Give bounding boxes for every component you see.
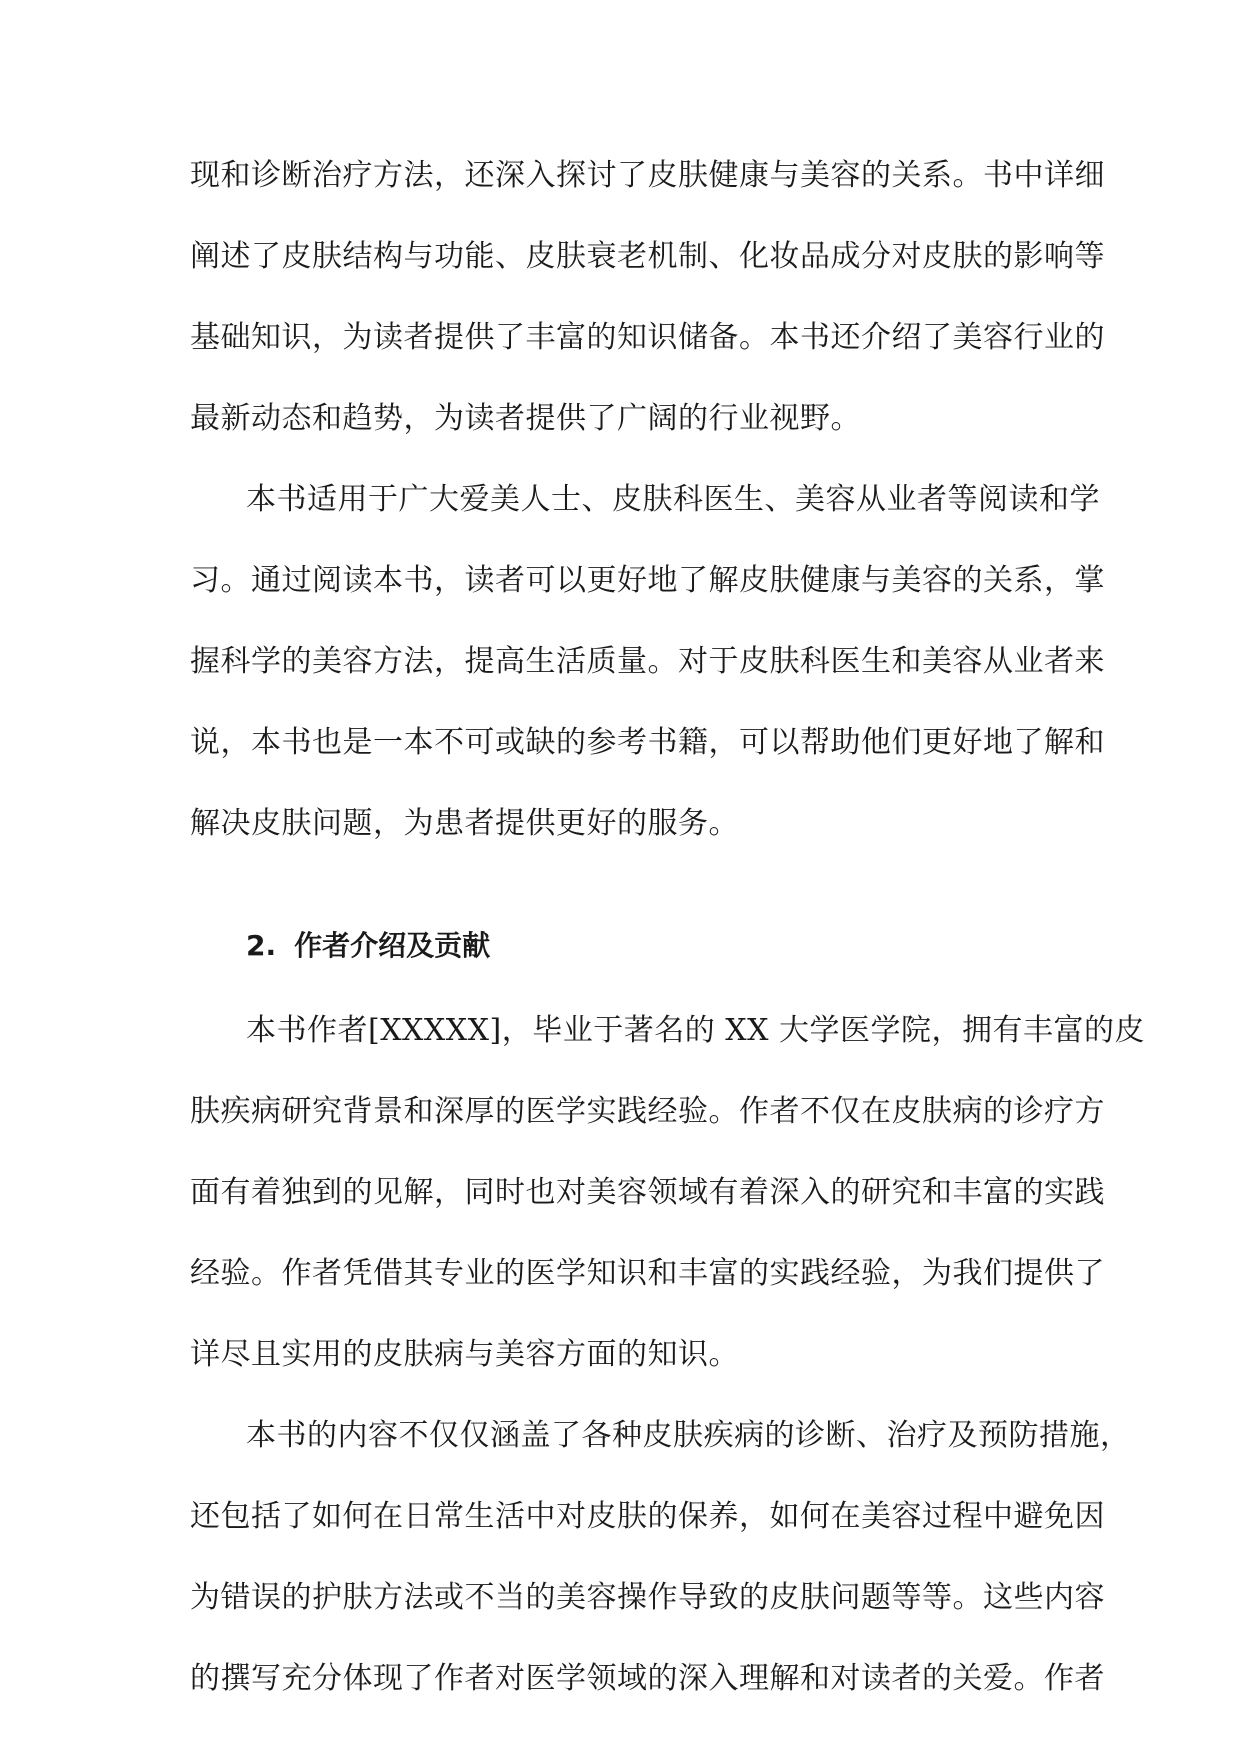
text-line: 握科学的美容方法，提高生活质量。对于皮肤科医生和美容从业者来 bbox=[190, 644, 1105, 679]
text-line: 现和诊断治疗方法，还深入探讨了皮肤健康与美容的关系。书中详细 bbox=[190, 158, 1105, 193]
text-line: 的撰写充分体现了作者对医学领域的深入理解和对读者的关爱。作者 bbox=[190, 1661, 1105, 1696]
paragraph bbox=[190, 1395, 1131, 1719]
text-line: 详尽且实用的皮肤病与美容方面的知识。 bbox=[190, 1337, 739, 1372]
section-heading bbox=[190, 916, 1060, 976]
text-line: 基础知识，为读者提供了丰富的知识储备。本书还介绍了美容行业的 bbox=[190, 320, 1105, 355]
paragraph bbox=[190, 135, 1105, 459]
text-line: 面有着独到的见解，同时也对美容领域有着深入的研究和丰富的实践 bbox=[190, 1175, 1105, 1210]
text-line: 解决皮肤问题，为患者提供更好的服务。 bbox=[190, 806, 739, 841]
paragraph bbox=[190, 990, 1145, 1395]
text-line: 本书作者[XXXXX]，毕业于著名的 XX 大学医学院，拥有丰富的皮 bbox=[246, 1013, 1145, 1048]
text-line: 肤疾病研究背景和深厚的医学实践经验。作者不仅在皮肤病的诊疗方 bbox=[190, 1094, 1105, 1129]
text-line: 最新动态和趋势，为读者提供了广阔的行业视野。 bbox=[190, 401, 861, 436]
section-spacer bbox=[190, 864, 1060, 916]
text-line: 还包括了如何在日常生活中对皮肤的保养，如何在美容过程中避免因 bbox=[190, 1499, 1105, 1534]
text-line: 经验。作者凭借其专业的医学知识和丰富的实践经验，为我们提供了 bbox=[190, 1256, 1105, 1291]
text-line: 为错误的护肤方法或不当的美容操作导致的皮肤问题等等。这些内容 bbox=[190, 1580, 1105, 1615]
text-line: 阐述了皮肤结构与功能、皮肤衰老机制、化妆品成分对皮肤的影响等 bbox=[190, 239, 1105, 274]
paragraph bbox=[190, 459, 1105, 864]
section-number: 2. bbox=[246, 929, 277, 962]
text-line: 本书适用于广大爱美人士、皮肤科医生、美容从业者等阅读和学 bbox=[246, 482, 1100, 517]
text-line: 习。通过阅读本书，读者可以更好地了解皮肤健康与美容的关系，掌 bbox=[190, 563, 1105, 598]
text-line: 说，本书也是一本不可或缺的参考书籍，可以帮助他们更好地了解和 bbox=[190, 725, 1105, 760]
document-page bbox=[190, 135, 1145, 1719]
section-title: 作者介绍及贡献 bbox=[294, 929, 491, 962]
text-line: 本书的内容不仅仅涵盖了各种皮肤疾病的诊断、治疗及预防措施， bbox=[246, 1418, 1131, 1453]
